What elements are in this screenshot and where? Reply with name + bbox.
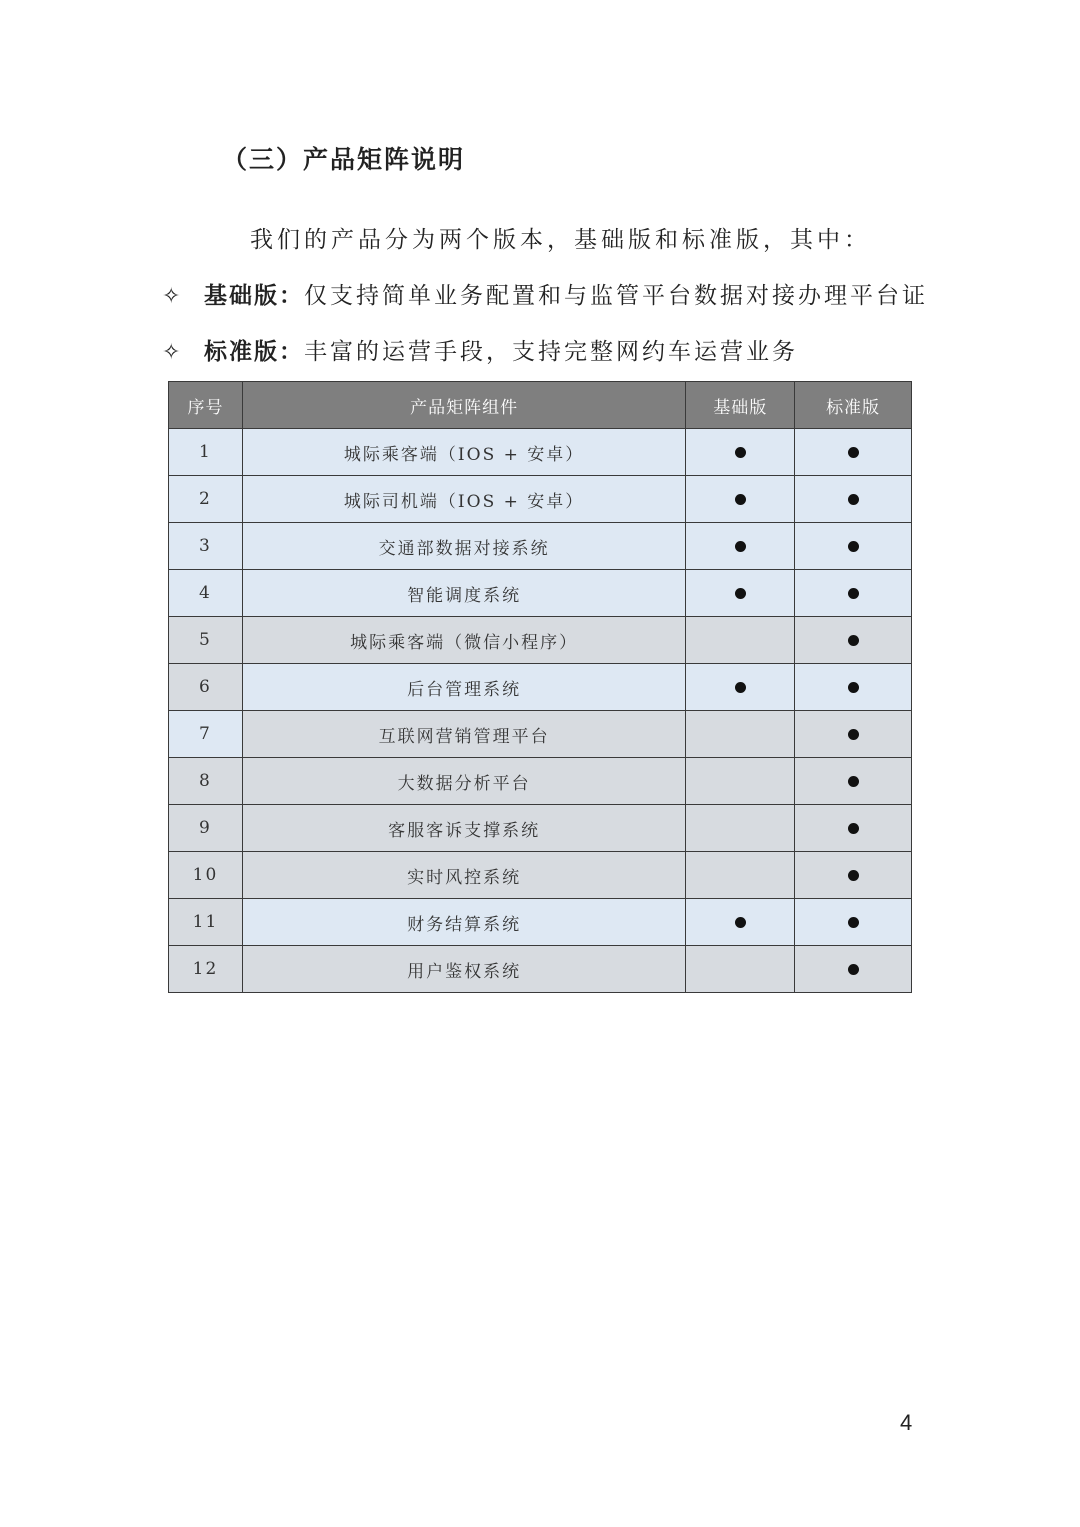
included-dot-icon <box>735 682 746 693</box>
row-number: 3 <box>169 523 243 570</box>
included-dot-icon <box>848 541 859 552</box>
component-name: 实时风控系统 <box>242 852 685 899</box>
standard-cell <box>795 617 912 664</box>
table-row <box>169 805 912 852</box>
basic-cell <box>686 429 795 476</box>
table-row <box>169 758 912 805</box>
included-dot-icon <box>848 494 859 505</box>
component-name: 财务结算系统 <box>242 899 685 946</box>
component-name: 智能调度系统 <box>242 570 685 617</box>
basic-cell <box>686 617 795 664</box>
standard-cell <box>795 570 912 617</box>
header-no: 序号 <box>169 382 243 429</box>
row-number: 1 <box>169 429 243 476</box>
intro-paragraph: 我们的产品分为两个版本，基础版和标准版，其中： <box>250 227 871 253</box>
standard-cell <box>795 523 912 570</box>
table-row <box>169 899 912 946</box>
basic-cell <box>686 852 795 899</box>
table-row <box>169 476 912 523</box>
table-row <box>169 429 912 476</box>
bullet-standard <box>162 330 798 375</box>
bullet-term: 标准版： <box>204 339 304 365</box>
component-name: 城际乘客端（微信小程序） <box>242 617 685 664</box>
row-number: 9 <box>169 805 243 852</box>
included-dot-icon <box>735 588 746 599</box>
included-dot-icon <box>735 447 746 458</box>
section-heading: （三）产品矩阵说明 <box>222 145 466 174</box>
included-dot-icon <box>848 964 859 975</box>
basic-cell <box>686 476 795 523</box>
component-name: 后台管理系统 <box>242 664 685 711</box>
standard-cell <box>795 899 912 946</box>
included-dot-icon <box>848 682 859 693</box>
row-number: 7 <box>169 711 243 758</box>
diamond-star-icon: ✧ <box>162 340 181 365</box>
basic-cell <box>686 664 795 711</box>
header-standard: 标准版 <box>795 382 912 429</box>
component-name: 城际乘客端（IOS + 安卓） <box>242 429 685 476</box>
basic-cell <box>686 523 795 570</box>
diamond-star-icon: ✧ <box>162 284 181 309</box>
standard-cell <box>795 758 912 805</box>
component-name: 互联网营销管理平台 <box>242 711 685 758</box>
table-row <box>169 617 912 664</box>
table-row <box>169 946 912 993</box>
page-number: 4 <box>900 1410 913 1435</box>
table-row <box>169 664 912 711</box>
row-number: 8 <box>169 758 243 805</box>
header-component: 产品矩阵组件 <box>242 382 685 429</box>
bullet-description: 丰富的运营手段，支持完整网约车运营业务 <box>304 339 798 365</box>
bullet-basic <box>162 274 928 319</box>
standard-cell <box>795 664 912 711</box>
basic-cell <box>686 946 795 993</box>
included-dot-icon <box>735 917 746 928</box>
row-number: 11 <box>169 899 243 946</box>
table-row <box>169 711 912 758</box>
standard-cell <box>795 429 912 476</box>
standard-cell <box>795 852 912 899</box>
header-basic: 基础版 <box>686 382 795 429</box>
basic-cell <box>686 758 795 805</box>
included-dot-icon <box>848 447 859 458</box>
basic-cell <box>686 805 795 852</box>
included-dot-icon <box>848 870 859 881</box>
row-number: 12 <box>169 946 243 993</box>
component-name: 交通部数据对接系统 <box>242 523 685 570</box>
row-number: 2 <box>169 476 243 523</box>
basic-cell <box>686 711 795 758</box>
row-number: 6 <box>169 664 243 711</box>
row-number: 5 <box>169 617 243 664</box>
standard-cell <box>795 946 912 993</box>
basic-cell <box>686 570 795 617</box>
product-matrix-table <box>168 381 912 993</box>
row-number: 10 <box>169 852 243 899</box>
included-dot-icon <box>848 917 859 928</box>
included-dot-icon <box>848 588 859 599</box>
included-dot-icon <box>848 823 859 834</box>
included-dot-icon <box>848 729 859 740</box>
table-row <box>169 523 912 570</box>
component-name: 用户鉴权系统 <box>242 946 685 993</box>
component-name: 城际司机端（IOS + 安卓） <box>242 476 685 523</box>
standard-cell <box>795 805 912 852</box>
table-row <box>169 852 912 899</box>
included-dot-icon <box>735 541 746 552</box>
bullet-description: 仅支持简单业务配置和与监管平台数据对接办理平台证 <box>304 283 928 309</box>
included-dot-icon <box>735 494 746 505</box>
bullet-term: 基础版： <box>204 283 304 309</box>
table-header-row <box>169 382 912 429</box>
row-number: 4 <box>169 570 243 617</box>
standard-cell <box>795 476 912 523</box>
included-dot-icon <box>848 776 859 787</box>
component-name: 客服客诉支撑系统 <box>242 805 685 852</box>
standard-cell <box>795 711 912 758</box>
component-name: 大数据分析平台 <box>242 758 685 805</box>
basic-cell <box>686 899 795 946</box>
included-dot-icon <box>848 635 859 646</box>
table-row <box>169 570 912 617</box>
